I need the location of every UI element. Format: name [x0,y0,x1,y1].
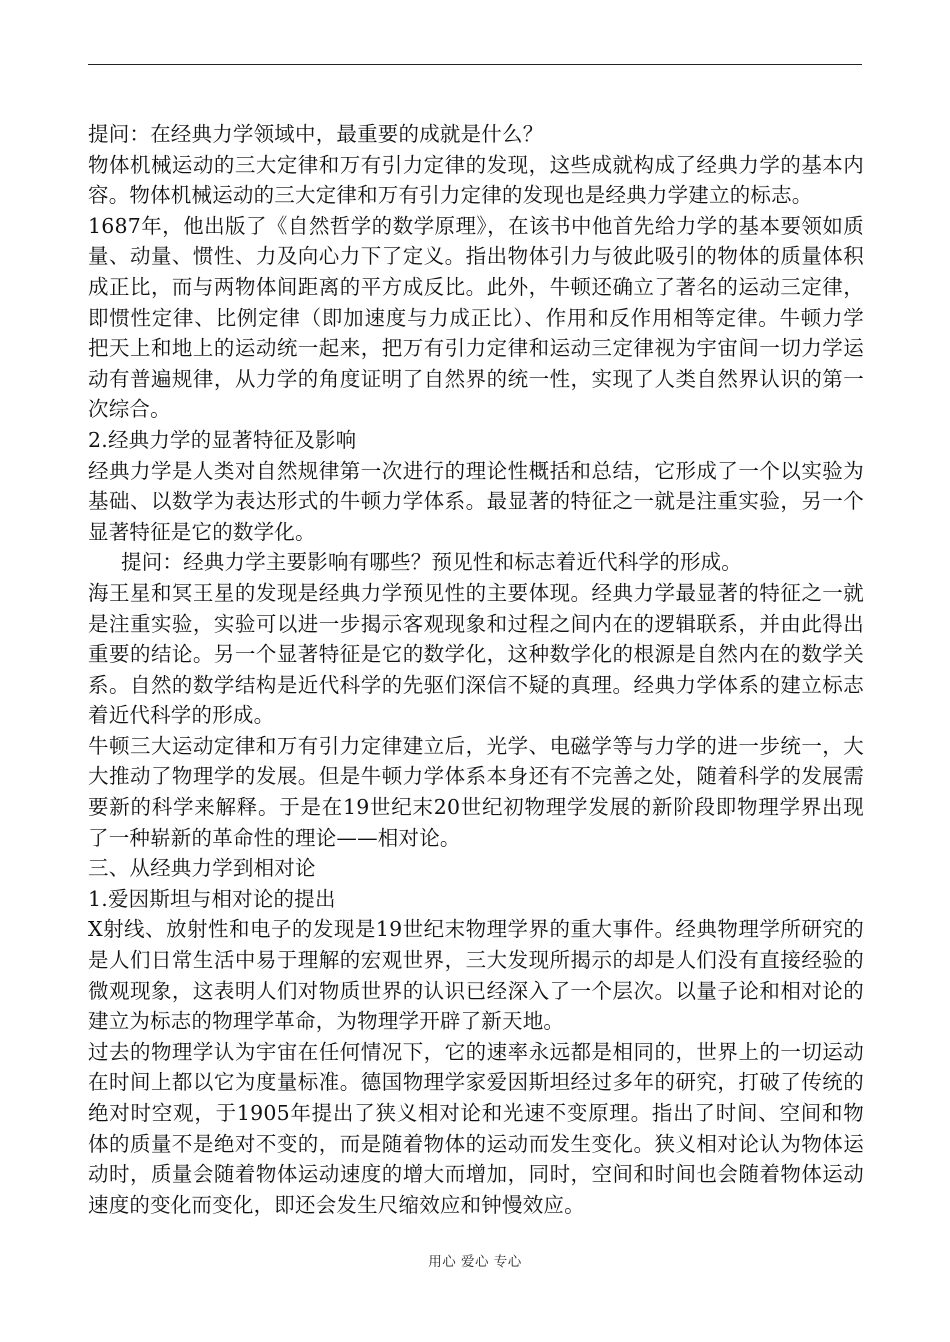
paragraph: 提问：在经典力学领域中，最重要的成就是什么？ [88,122,544,146]
document-body [88,119,864,1220]
paragraph: 牛顿三大运动定律和万有引力定律建立后，光学、电磁学等与力学的进一步统一，大大推动了物理学的发展。但是牛顿力学体系本身还有不完善之处，随着科学的发展需要新的科学来解释。于是在19世纪末20世纪初物理学发展的新阶段即物理学界出现了一种崭新的革命性的理论——相对论。 [88,733,864,850]
paragraph: 海王星和冥王星的发现是经典力学预见性的主要体现。经典力学最显著的特征之一就是注重实验，实验可以进一步揭示客观现象和过程之间内在的逻辑联系，并由此得出重要的结论。另一个显著特征是它的数学化，这种数学化的根源是自然内在的数学关系。自然的数学结构是近代科学的先驱们深信不疑的真理。经典力学体系的建立标志着近代科学的形成。 [88,580,864,728]
section-heading: 三、从经典力学到相对论 [88,856,316,881]
section-heading: 1.爱因斯坦与相对论的提出 [88,886,336,911]
section-heading: 2.经典力学的显著特征及影响 [88,427,357,452]
paragraph: X射线、放射性和电子的发现是19世纪末物理学界的重大事件。经典物理学所研究的是人们日常生活中易于理解的宏观世界，三大发现所揭示的却是人们没有直接经验的微观现象，这表明人们对物质世界的认识已经深入了一个层次。以量子论和相对论的建立为标志的物理学革命，为物理学开辟了新天地。 [88,917,864,1034]
header-rule [88,64,862,65]
paragraph: 过去的物理学认为宇宙在任何情况下，它的速率永远都是相同的，世界上的一切运动在时间上都以它为度量标准。德国物理学家爱因斯坦经过多年的研究，打破了传统的绝对时空观，于1905年提出了狭义相对论和光速不变原理。指出了时间、空间和物体的质量不是绝对不变的，而是随着物体的运动而发生变化。狭义相对论认为物体运动时，质量会随着物体运动速度的增大而增加，同时，空间和时间也会随着物体运动速度的变化而变化，即还会发生尺缩效应和钟慢效应。 [88,1039,864,1217]
page-footer: 用心 爱心 专心 [428,1254,522,1270]
question-paragraph: 提问：经典力学主要影响有哪些？预见性和标志着近代科学的形成。 [121,550,742,575]
paragraph: 经典力学是人类对自然规律第一次进行的理论性概括和总结，它形成了一个以实验为基础、以数学为表达形式的牛顿力学体系。最显著的特征之一就是注重实验，另一个显著特征是它的数学化。 [88,458,864,544]
paragraph: 1687年，他出版了《自然哲学的数学原理》，在该书中他首先给力学的基本要领如质量、动量、惯性、力及向心力下了定义。指出物体引力与彼此吸引的物体的质量体积成正比，而与两物体间距离的平方成反比。此外，牛顿还确立了著名的运动三定律，即惯性定律、比例定律（即加速度与力成正比）、作用和反作用相等定律。牛顿力学把天上和地上的运动统一起来，把万有引力定律和运动三定律视为宇宙间一切力学运动有普遍规律，从力学的角度证明了自然界的统一性，实现了人类自然界认识的第一次综合。 [88,213,864,422]
paragraph: 物体机械运动的三大定律和万有引力定律的发现，这些成就构成了经典力学的基本内容。物体机械运动的三大定律和万有引力定律的发现也是经典力学建立的标志。 [88,152,864,208]
